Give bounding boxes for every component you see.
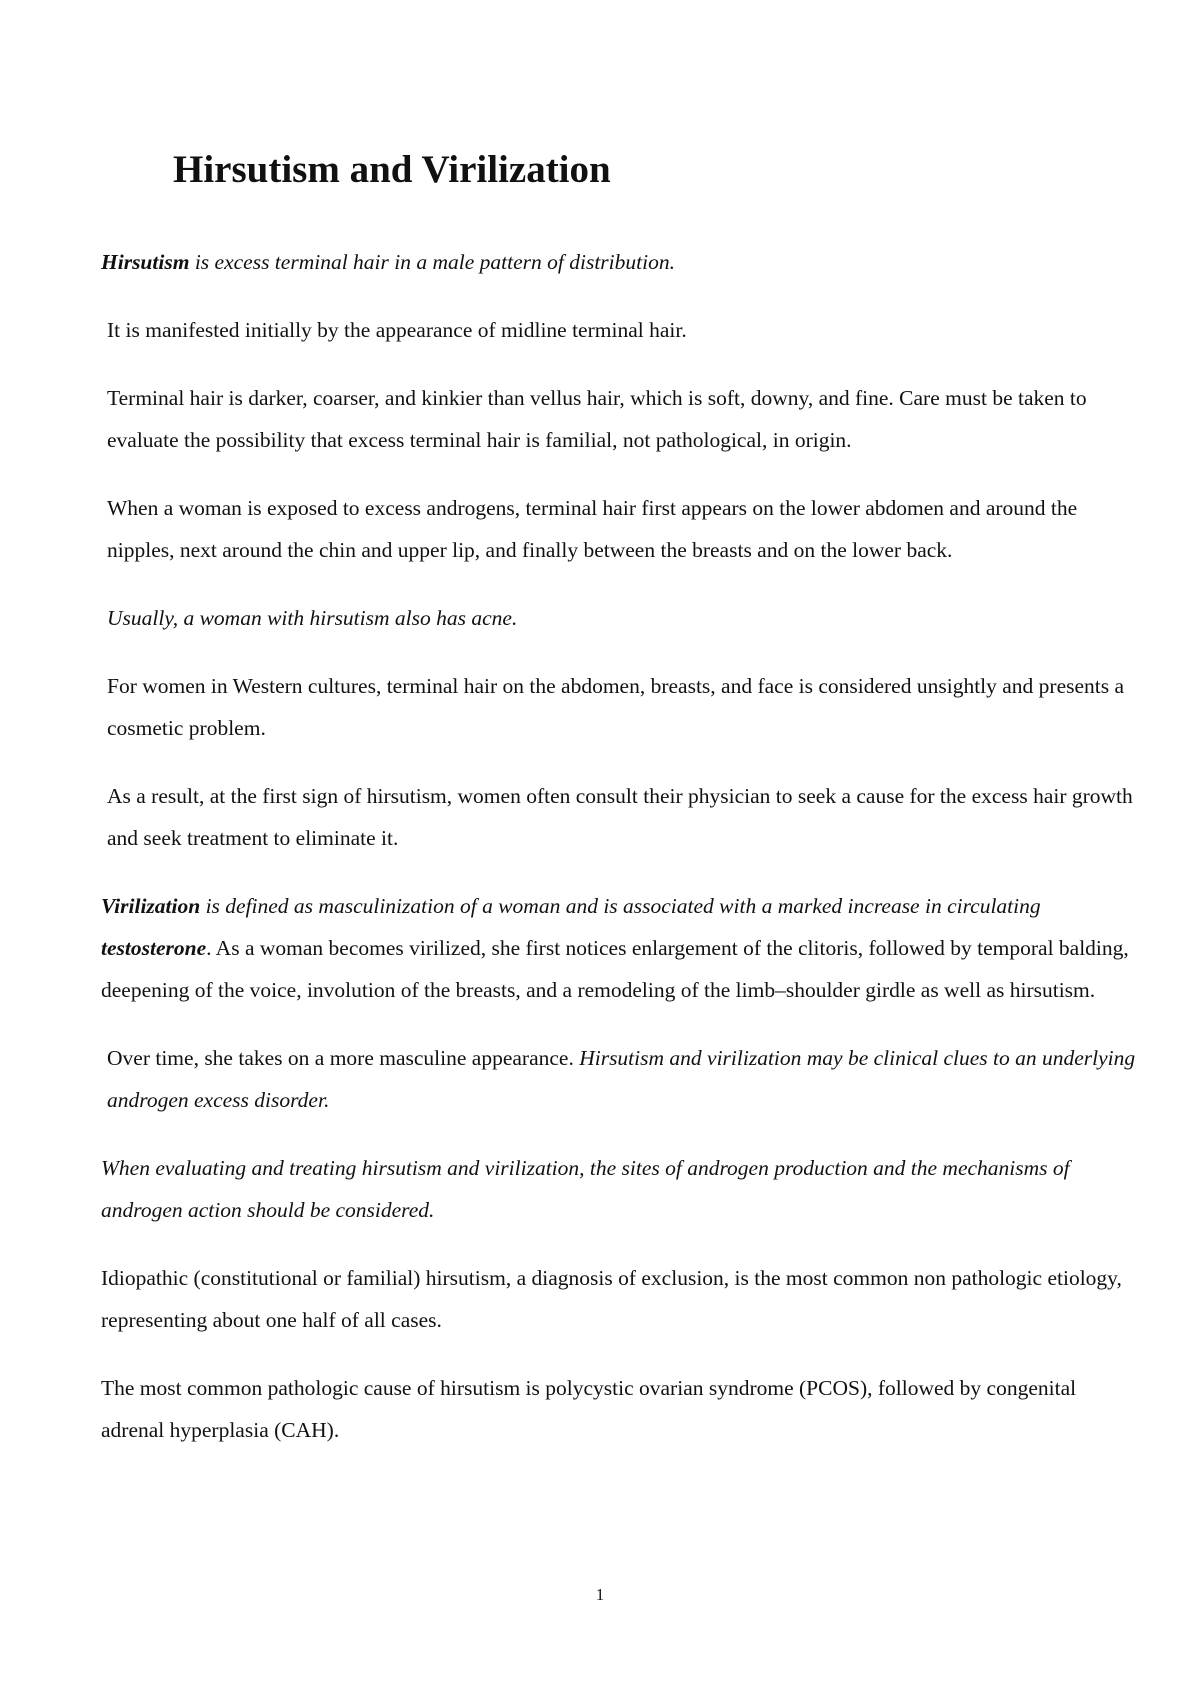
paragraph-masculine-appearance	[101, 1037, 1141, 1121]
virilization-description-text: . As a woman becomes virilized, she first notices enlargement of the clitoris, followed by temporal balding, deepening of the voice, involution of the breasts, and a remodeling of the limb–shoulder girdle as well as hirsutism.	[101, 936, 1129, 1002]
paragraph-consult-physician: As a result, at the first sign of hirsutism, women often consult their physician to seek a cause for the excess hair growth and seek treatment to eliminate it.	[107, 784, 1133, 850]
document-body	[101, 241, 1141, 1477]
document-title: Hirsutism and Virilization	[173, 148, 611, 191]
paragraph-virilization	[101, 885, 1141, 1011]
paragraph-pathologic-cause: The most common pathologic cause of hirsutism is polycystic ovarian syndrome (PCOS), followed by congenital adrenal hyperplasia (CAH).	[101, 1376, 1077, 1442]
term-testosterone: testosterone	[101, 936, 207, 960]
masculine-appearance-text: Over time, she takes on a more masculine appearance.	[107, 1046, 580, 1070]
paragraph-evaluating-treating: When evaluating and treating hirsutism and virilization, the sites of androgen production and the mechanisms of androgen action should be considered.	[101, 1156, 1070, 1222]
term-virilization: Virilization	[101, 894, 201, 918]
page-number: 1	[595, 1585, 605, 1604]
paragraph-hirsutism-definition	[101, 241, 1141, 283]
term-hirsutism: Hirsutism	[101, 250, 190, 274]
paragraph-midline-hair: It is manifested initially by the appearance of midline terminal hair.	[107, 318, 687, 342]
virilization-definition-text: is defined as masculinization of a woman and is associated with a marked increase in circulating	[200, 894, 1041, 918]
paragraph-idiopathic: Idiopathic (constitutional or familial) hirsutism, a diagnosis of exclusion, is the most common non pathologic etiology, representing about one half of all cases.	[101, 1266, 1122, 1332]
paragraph-western-cultures: For women in Western cultures, terminal hair on the abdomen, breasts, and face is considered unsightly and presents a cosmetic problem.	[107, 674, 1125, 740]
hirsutism-definition-text: is excess terminal hair in a male pattern of distribution.	[189, 250, 675, 274]
paragraph-androgen-exposure: When a woman is exposed to excess androgens, terminal hair first appears on the lower abdomen and around the nipples, next around the chin and upper lip, and finally between the breasts and on the lower back.	[107, 496, 1078, 562]
paragraph-acne: Usually, a woman with hirsutism also has acne.	[107, 606, 518, 630]
paragraph-terminal-hair: Terminal hair is darker, coarser, and kinkier than vellus hair, which is soft, downy, and fine. Care must be taken to evaluate the possibility that excess terminal hair is familial, not pathological, in origin.	[107, 386, 1087, 452]
clinical-clues-text: Hirsutism and virilization may be clinical clues to an underlying androgen excess disorder.	[107, 1046, 1136, 1112]
